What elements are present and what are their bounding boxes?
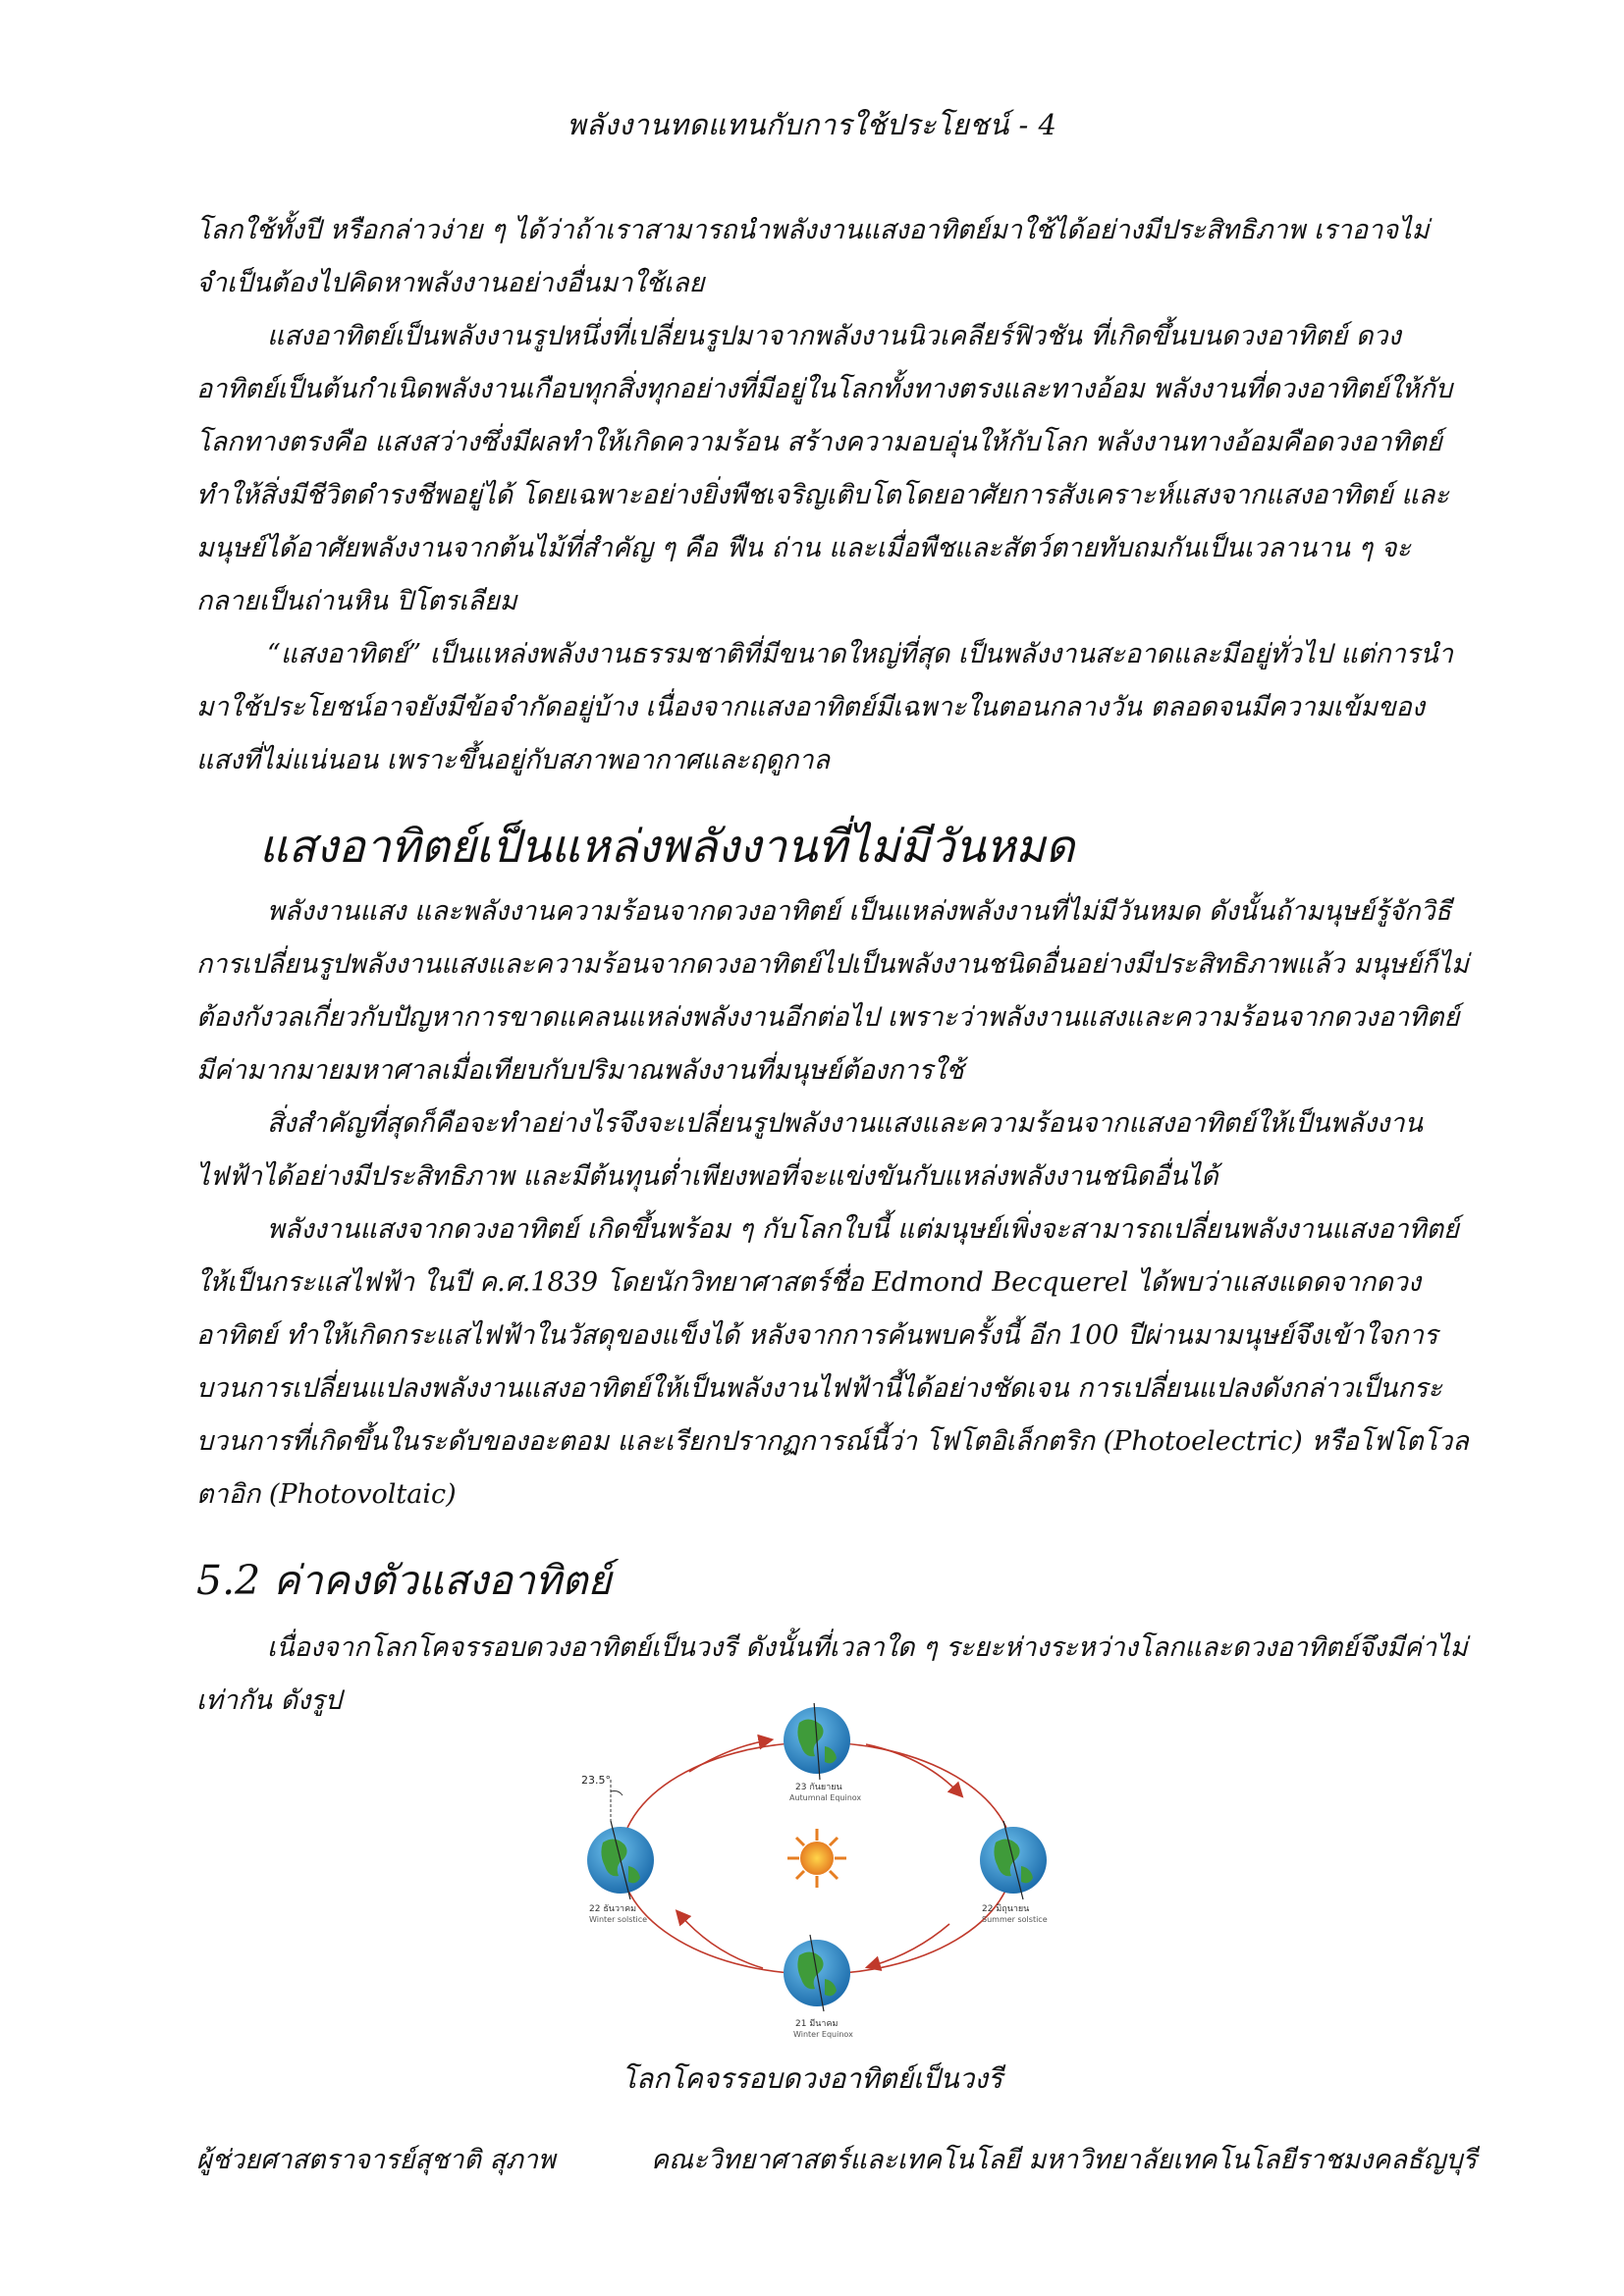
tilt-angle-label: 23.5° <box>581 1774 611 1787</box>
paragraph-section1-1: พลังงานแสง และพลังงานความร้อนจากดวงอาทิตย์ เป็นแหล่งพลังงานที่ไม่มีวันหมด ดังนั้นถ้ามนุษย์รู้จักวิธีการเปลี่ยนรูปพลังงานแสงและความร้อนจากดวงอาทิตย์ไปเป็นพลังงานชนิดอื่นอย่างมีประสิทธิภาพแล้ว มนุษย์ก็ไม่ต้องกังวลเกี่ยวกับปัญหาการขาดแคลนแหล่งพลังงานอีกต่อไป เพราะว่าพลังงานแสงและความร้อนจากดวงอาทิตย์มีค่ามากมายมหาศาลเมื่อเทียบกับปริมาณพลังงานที่มนุษย์ต้องการใช้ <box>196 896 1469 1086</box>
right-season-label: Summer solstice <box>982 1915 1048 1924</box>
top-date-label: 23 กันยายน <box>795 1783 842 1792</box>
paragraph-intro-1: โลกใช้ทั้งปี หรือกล่าวง่าย ๆ ได้ว่าถ้าเราสามารถนำพลังงานแสงอาทิตย์มาใช้ได้อย่างมีประสิทธิภาพ เราอาจไม่จำเป็นต้องไปคิดหาพลังงานอย่างอื่นมาใช้เลย <box>196 215 1430 298</box>
orbit-arrow-left <box>689 1740 768 1772</box>
earth-globe-left-icon <box>587 1821 654 1899</box>
earth-globe-top-icon <box>784 1703 850 1780</box>
bottom-season-label: Winter Equinox <box>793 2030 853 2039</box>
section-heading-inexhaustible: แสงอาทิตย์เป็นแหล่งพลังงานที่ไม่มีวันหมด <box>259 820 1075 873</box>
paragraph-intro-2: แสงอาทิตย์เป็นพลังงานรูปหนึ่งที่เปลี่ยนรูปมาจากพลังงานนิวเคลียร์ฟิวชัน ที่เกิดขึ้นบนดวงอาทิตย์ ดวงอาทิตย์เป็นต้นกำเนิดพลังงานเกือบทุกสิ่งทุกอย่างที่มีอยู่ในโลกทั้งทางตรงและทางอ้อม พลังงานที่ดวงอาทิตย์ให้กับโลกทางตรงคือ แสงสว่างซึ่งมีผลทำให้เกิดความร้อน สร้างความอบอุ่นให้กับโลก พลังงานทางอ้อมคือดวงอาทิตย์ทำให้สิ่งมีชีวิตดำรงชีพอยู่ได้ โดยเฉพาะอย่างยิ่งพืชเจริญเติบโตโดยอาศัยการสังเคราะห์แสงจากแสงอาทิตย์ และมนุษย์ได้อาศัยพลังงานจากต้นไม้ที่สำคัญ ๆ คือ ฟืน ถ่าน และเมื่อพืชและสัตว์ตายทับถมกันเป็นเวลานาน ๆ จะกลายเป็นถ่านหิน ปิโตรเลียม <box>196 321 1453 616</box>
earth-globe-bottom-icon <box>784 1935 850 2011</box>
paragraph-section2: เนื่องจากโลกโคจรรอบดวงอาทิตย์เป็นวงรี ดังนั้นที่เวลาใด ๆ ระยะห่างระหว่างโลกและดวงอาทิตย์จึงมีค่าไม่เท่ากัน ดังรูป <box>196 1632 1468 1716</box>
paragraph-intro-3: “แสงอาทิตย์” เป็นแหล่งพลังงานธรรมชาติที่มีขนาดใหญ่ที่สุด เป็นพลังงานสะอาดและมีอยู่ทั่วไป แต่การนำมาใช้ประโยชน์อาจยังมีข้อจำกัดอยู่บ้าง เนื่องจากแสงอาทิตย์มีเฉพาะในตอนกลางวัน ตลอดจนมีความเข้มของแสงที่ไม่แน่นอน เพราะขึ้นอยู่กับสภาพอากาศและฤดูกาล <box>196 639 1453 775</box>
sun-icon <box>787 1829 846 1888</box>
top-season-label: Autumnal Equinox <box>789 1793 862 1802</box>
left-date-label: 22 ธันวาคม <box>589 1904 637 1914</box>
figure-caption: โลกโคจรรอบดวงอาทิตย์เป็นวงรี <box>621 2062 1003 2095</box>
orbit-arrow-top-right <box>866 1744 959 1793</box>
earth-globe-right-icon <box>980 1821 1047 1899</box>
section-heading-solar-constant: 5.2 ค่าคงตัวแสงอาทิตย์ <box>196 1557 612 1604</box>
page-header: พลังงานทดแทนกับการใช้ประโยชน์ - 4 <box>567 108 1057 141</box>
left-season-label: Winter solstice <box>589 1915 648 1924</box>
right-date-label: 22 มิถุนายน <box>982 1904 1030 1914</box>
bottom-date-label: 21 มีนาคม <box>795 2019 839 2029</box>
earth-orbit-figure <box>571 1703 1062 2042</box>
tilt-angle-marker <box>611 1780 623 1821</box>
footer-faculty: คณะวิทยาศาสตร์และเทคโนโลยี มหาวิทยาลัยเทคโนโลยีราชมงคลธัญบุรี <box>651 2145 1477 2175</box>
footer-author: ผู้ช่วยศาสตราจารย์สุชาติ สุภาพ <box>196 2145 556 2175</box>
paragraph-section1-3: พลังงานแสงจากดวงอาทิตย์ เกิดขึ้นพร้อม ๆ กับโลกใบนี้ แต่มนุษย์เพิ่งจะสามารถเปลี่ยนพลังงานแสงอาทิตย์ให้เป็นกระแสไฟฟ้า ในปี ค.ศ.1839 โดยนักวิทยาศาสตร์ชื่อ Edmond Becquerel ได้พบว่าแสงแดดจากดวงอาทิตย์ ทำให้เกิดกระแสไฟฟ้าในวัสดุของแข็งได้ หลังจากการค้นพบครั้งนี้ อีก 100 ปีผ่านมามนุษย์จึงเข้าใจการบวนการเปลี่ยนแปลงพลังงานแสงอาทิตย์ให้เป็นพลังงานไฟฟ้านี้ได้อย่างชัดเจน การเปลี่ยนแปลงดังกล่าวเป็นกระบวนการที่เกิดขึ้นในระดับของอะตอม และเรียกปรากฏการณ์นี้ว่า โฟโตอิเล็กตริก (Photoelectric) หรือโฟโตโวลตาอิก (Photovoltaic) <box>196 1214 1469 1510</box>
paragraph-section1-2: สิ่งสำคัญที่สุดก็คือจะทำอย่างไรจึงจะเปลี่ยนรูปพลังงานแสงและความร้อนจากแสงอาทิตย์ให้เป็นพลังงานไฟฟ้าได้อย่างมีประสิทธิภาพ และมีต้นทุนต่ำเพียงพอที่จะแข่งขันกับแหล่งพลังงานชนิดอื่นได้ <box>196 1108 1423 1192</box>
orbit-diagram <box>571 1703 1062 2042</box>
page-content <box>196 204 1471 1728</box>
